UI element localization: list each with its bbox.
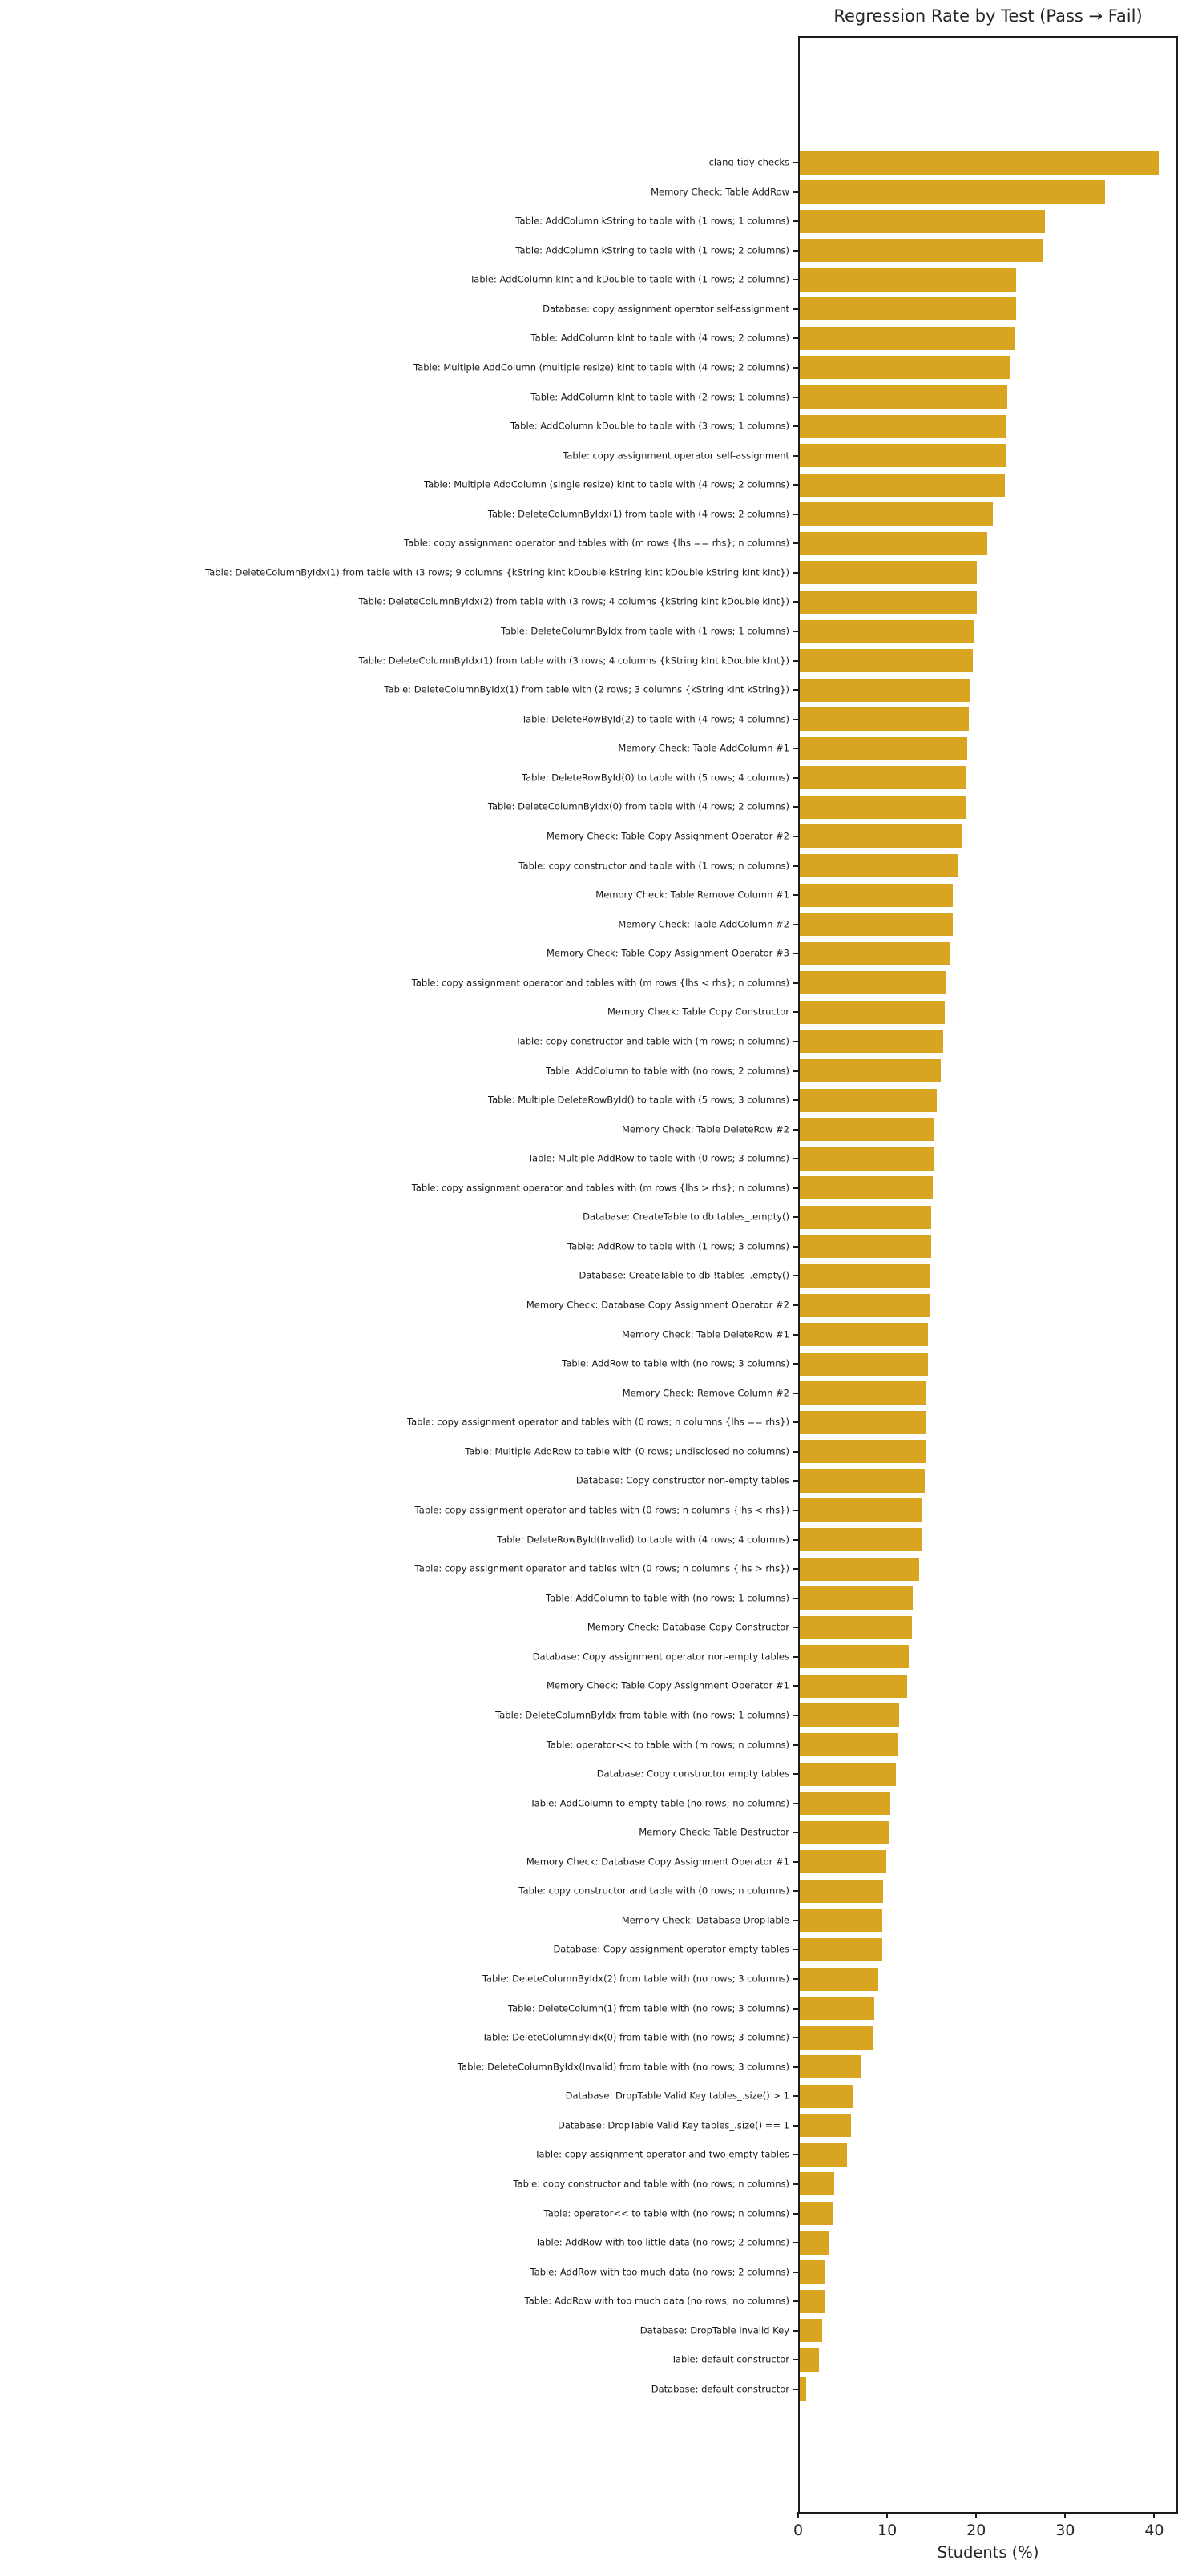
y-tick (793, 1598, 798, 1599)
x-tick (1064, 2512, 1066, 2518)
y-tick-label: Memory Check: Table AddRow (651, 186, 789, 198)
y-tick (793, 1246, 798, 1248)
y-tick (793, 279, 798, 280)
y-tick (793, 572, 798, 574)
plot-area (798, 36, 1178, 2514)
y-tick (793, 514, 798, 515)
bar (800, 1323, 928, 1346)
bar (800, 1118, 934, 1141)
y-tick (793, 2066, 798, 2068)
y-tick (793, 601, 798, 603)
x-tick (975, 2512, 977, 2518)
y-tick-label: Memory Check: Remove Column #2 (622, 1387, 789, 1399)
x-axis-label: Students (%) (937, 2543, 1039, 2562)
y-tick (793, 1744, 798, 1746)
y-tick (793, 250, 798, 252)
bar (800, 1264, 930, 1288)
bar (800, 1938, 882, 1961)
y-tick-label: Table: Multiple AddRow to table with (0 rows; 3 columns) (527, 1152, 789, 1164)
x-tick (886, 2512, 888, 2518)
y-tick (793, 1539, 798, 1541)
y-tick (793, 1949, 798, 1950)
bar (800, 1558, 919, 1581)
bar (800, 2172, 834, 2195)
y-tick (793, 1480, 798, 1482)
bar (800, 2260, 825, 2284)
bar (800, 268, 1016, 292)
y-tick-label: Table: AddRow with too little data (no rows; 2 columns) (535, 2236, 789, 2248)
bar (800, 1792, 890, 1815)
bar (800, 854, 958, 877)
bar (800, 679, 970, 702)
bar (800, 1498, 922, 1522)
bar (800, 180, 1105, 204)
y-tick-label: Table: copy assignment operator and two empty tables (534, 2149, 789, 2161)
y-tick-label: Table: copy assignment operator and tables with (0 rows; n columns {lhs > rhs}) (414, 1562, 789, 1574)
bar (800, 591, 977, 614)
y-tick (793, 1011, 798, 1013)
y-tick (793, 1627, 798, 1628)
y-tick (793, 1890, 798, 1892)
y-tick-label: Table: DeleteRowById(Invalid) to table with (4 rows; 4 columns) (497, 1534, 789, 1546)
y-tick-label: Database: DropTable Valid Key tables_.size() > 1 (565, 2090, 789, 2102)
y-tick (793, 1304, 798, 1306)
y-tick (793, 1187, 798, 1189)
y-tick-label: Table: AddColumn kInt to table with (4 rows; 2 columns) (530, 333, 789, 345)
y-tick-label: Table: DeleteColumnByIdx(Invalid) from table with (no rows; 3 columns) (457, 2061, 789, 2073)
y-tick-label: Memory Check: Table Copy Assignment Operator #3 (547, 947, 789, 959)
chart-title: Regression Rate by Test (Pass → Fail) (833, 6, 1143, 26)
y-tick-label: Memory Check: Table Remove Column #1 (595, 889, 789, 901)
y-tick (793, 2213, 798, 2215)
y-tick-label: Memory Check: Table DeleteRow #2 (621, 1123, 789, 1135)
y-tick (793, 1920, 798, 1921)
x-tick-label: 0 (793, 2522, 804, 2539)
y-tick-label: Memory Check: Table AddColumn #2 (618, 918, 789, 930)
bar (800, 1616, 912, 1639)
y-tick-label: Table: copy constructor and table with (1 rows; n columns) (518, 860, 789, 872)
y-tick-label: Table: AddColumn kString to table with (1 rows; 1 columns) (515, 215, 789, 227)
y-tick (793, 191, 798, 193)
y-tick-label: Table: copy assignment operator and tables with (m rows {lhs > rhs}; n columns) (411, 1182, 789, 1194)
y-tick (793, 397, 798, 398)
y-tick-label: Table: AddRow to table with (no rows; 3 columns) (562, 1357, 789, 1369)
bar (800, 2085, 853, 2108)
y-tick (793, 719, 798, 720)
y-tick (793, 1041, 798, 1042)
y-tick (793, 1158, 798, 1159)
y-tick (793, 2125, 798, 2127)
y-tick-label: Table: DeleteRowById(0) to table with (5 rows; 4 columns) (521, 772, 789, 784)
y-tick (793, 2330, 798, 2332)
y-tick (793, 2300, 798, 2302)
bar (800, 2377, 806, 2401)
y-tick-label: Database: Copy constructor empty tables (596, 1768, 789, 1780)
y-tick (793, 2272, 798, 2273)
bar (800, 1206, 931, 1229)
bar (800, 649, 973, 672)
bar (800, 2202, 833, 2225)
y-tick-label: clang-tidy checks (708, 156, 789, 168)
y-tick (793, 1510, 798, 1511)
y-tick-label: Table: Multiple AddColumn (single resize) kInt to table with (4 rows; 2 columns) (424, 478, 789, 490)
bar (800, 766, 966, 789)
y-tick-label: Table: default constructor (671, 2354, 789, 2366)
bar (800, 2143, 847, 2167)
bar (800, 1997, 874, 2020)
bar (800, 1675, 907, 1698)
y-tick (793, 631, 798, 632)
bar (800, 1059, 941, 1082)
y-tick-label: Database: default constructor (651, 2383, 789, 2395)
bar (800, 2026, 873, 2050)
bar (800, 1235, 931, 1258)
bar (800, 707, 969, 731)
y-tick (793, 953, 798, 954)
bar (800, 502, 993, 526)
y-tick (793, 1773, 798, 1775)
y-tick (793, 484, 798, 486)
bar (800, 1850, 886, 1873)
y-tick-label: Table: operator<< to table with (no rows; n columns) (543, 2207, 789, 2219)
bar (800, 532, 987, 555)
bar (800, 942, 950, 965)
y-tick-label: Table: copy assignment operator and tables with (0 rows; n columns {lhs < rhs}) (414, 1504, 789, 1516)
bar (800, 1528, 922, 1551)
y-tick-label: Table: copy assignment operator self-assignment (563, 449, 789, 462)
y-tick-label: Memory Check: Database Copy Assignment Operator #1 (526, 1856, 789, 1868)
y-tick-label: Table: Multiple DeleteRowById() to table with (5 rows; 3 columns) (487, 1094, 789, 1106)
y-tick (793, 2359, 798, 2360)
y-tick (793, 1334, 798, 1336)
bar (800, 1880, 883, 1903)
y-tick-label: Memory Check: Table DeleteRow #1 (621, 1328, 789, 1340)
bar (800, 1001, 945, 1024)
x-tick (1153, 2512, 1155, 2518)
y-tick-label: Database: copy assignment operator self-assignment (543, 303, 789, 315)
bar (800, 1645, 909, 1668)
y-tick (793, 777, 798, 779)
bar (800, 2055, 861, 2078)
y-tick-label: Table: operator<< to table with (m rows; n columns) (546, 1739, 789, 1751)
y-tick-label: Memory Check: Table Copy Assignment Operator #1 (547, 1680, 789, 1692)
y-tick (793, 542, 798, 544)
y-tick-label: Table: AddColumn to table with (no rows; 1 columns) (546, 1592, 789, 1604)
y-tick (793, 1685, 798, 1687)
bar (800, 1909, 882, 1932)
y-tick-label: Table: AddColumn to empty table (no rows; no columns) (530, 1797, 789, 1809)
bar (800, 1089, 937, 1112)
bar (800, 210, 1045, 233)
y-tick-label: Database: Copy assignment operator empty tables (553, 1944, 789, 1956)
y-tick (793, 865, 798, 867)
bar (800, 1381, 926, 1405)
y-tick (793, 1832, 798, 1833)
y-tick-label: Memory Check: Table AddColumn #1 (618, 742, 789, 754)
bar (800, 884, 953, 907)
y-tick (793, 455, 798, 457)
y-tick-label: Table: Multiple AddColumn (multiple resize) kInt to table with (4 rows; 2 columns) (413, 361, 789, 373)
bar (800, 737, 967, 760)
y-tick (793, 689, 798, 691)
y-tick-label: Database: CreateTable to db !tables_.empty() (579, 1270, 789, 1282)
y-tick-label: Table: AddColumn kInt to table with (2 rows; 1 columns) (530, 391, 789, 403)
y-tick (793, 2242, 798, 2243)
y-tick (793, 162, 798, 163)
y-tick (793, 1070, 798, 1072)
y-tick (793, 924, 798, 925)
y-tick-label: Table: DeleteColumnByIdx(2) from table with (3 rows; 4 columns {kString kInt kDouble kInt}) (358, 596, 789, 608)
y-tick-label: Table: AddColumn kString to table with (1 rows; 2 columns) (515, 244, 789, 256)
bar (800, 1176, 933, 1199)
bar (800, 327, 1015, 350)
y-tick-label: Memory Check: Database Copy Assignment Operator #2 (526, 1299, 789, 1311)
y-tick-label: Table: DeleteColumnByIdx(1) from table with (3 rows; 9 columns {kString kInt kDouble kString kInt kDouble kString kInt kInt}) (205, 566, 789, 578)
y-tick-label: Table: AddRow with too much data (no rows; 2 columns) (530, 2266, 789, 2278)
x-tick-label: 40 (1144, 2522, 1164, 2539)
bar (800, 1440, 926, 1463)
y-tick (793, 806, 798, 808)
y-tick-label: Table: copy constructor and table with (no rows; n columns) (513, 2178, 789, 2190)
x-tick-label: 10 (877, 2522, 898, 2539)
y-tick-label: Database: Copy constructor non-empty tables (575, 1475, 789, 1487)
bar (800, 1968, 878, 1991)
bar (800, 1763, 896, 1786)
bar (800, 356, 1010, 379)
bar (800, 444, 1006, 467)
bar (800, 1469, 925, 1493)
y-tick-label: Table: copy assignment operator and tables with (m rows {lhs == rhs}; n columns) (404, 538, 789, 550)
y-tick (793, 337, 798, 339)
y-tick-label: Table: DeleteColumnByIdx(1) from table with (2 rows; 3 columns {kString kInt kString}) (384, 683, 789, 695)
y-tick (793, 660, 798, 662)
y-tick-label: Table: AddRow to table with (1 rows; 3 columns) (567, 1240, 789, 1252)
y-tick (793, 1363, 798, 1365)
y-tick (793, 2154, 798, 2155)
y-tick (793, 1715, 798, 1716)
y-tick (793, 367, 798, 369)
bar (800, 620, 974, 643)
bar (800, 1703, 899, 1727)
y-tick-label: Table: copy assignment operator and tables with (m rows {lhs < rhs}; n columns) (411, 977, 789, 989)
y-tick (793, 1393, 798, 1394)
y-tick-label: Table: DeleteColumnByIdx(0) from table with (4 rows; 2 columns) (487, 801, 789, 813)
bar (800, 796, 966, 819)
bar (800, 1294, 930, 1317)
y-tick (793, 1129, 798, 1131)
bar (800, 297, 1016, 320)
y-tick (793, 1451, 798, 1453)
y-tick (793, 2095, 798, 2097)
y-tick (793, 1978, 798, 1980)
bar (800, 1147, 934, 1171)
y-tick (793, 1803, 798, 1804)
x-tick-label: 20 (966, 2522, 986, 2539)
y-tick-label: Table: AddColumn kDouble to table with (3 rows; 1 columns) (510, 420, 789, 432)
bar (800, 2290, 825, 2313)
y-tick (793, 982, 798, 984)
y-tick (793, 1656, 798, 1658)
y-tick-label: Memory Check: Database Copy Constructor (587, 1621, 789, 1633)
bar (800, 561, 977, 584)
y-tick (793, 220, 798, 222)
y-tick (793, 1568, 798, 1570)
y-tick-label: Table: DeleteColumnByIdx from table with (no rows; 1 columns) (495, 1709, 789, 1721)
bar (800, 2231, 829, 2255)
bar (800, 971, 946, 994)
bar (800, 913, 953, 936)
bar (800, 1353, 928, 1376)
y-tick-label: Database: DropTable Valid Key tables_.size() == 1 (557, 2119, 789, 2131)
y-tick-label: Memory Check: Table Copy Assignment Operator #2 (547, 830, 789, 842)
y-tick (793, 2389, 798, 2390)
y-tick-label: Table: AddRow with too much data (no rows; no columns) (524, 2295, 789, 2307)
y-tick-label: Table: copy constructor and table with (0 rows; n columns) (518, 1885, 789, 1897)
bar (800, 1411, 926, 1434)
y-tick-label: Memory Check: Table Copy Constructor (607, 1006, 789, 1018)
y-tick-label: Table: DeleteColumnByIdx(0) from table with (no rows; 3 columns) (482, 2031, 789, 2043)
y-tick-label: Table: copy constructor and table with (m rows; n columns) (515, 1035, 789, 1047)
bar (800, 151, 1159, 175)
bar (800, 474, 1005, 497)
y-tick-label: Table: DeleteColumn(1) from table with (no rows; 3 columns) (508, 2002, 789, 2014)
y-tick-label: Table: DeleteColumnByIdx(2) from table with (no rows; 3 columns) (482, 1973, 789, 1985)
bar (800, 1733, 898, 1756)
bar (800, 385, 1007, 409)
bar (800, 2114, 851, 2137)
y-tick (793, 1216, 798, 1218)
y-tick (793, 1861, 798, 1863)
y-tick-label: Database: Copy assignment operator non-empty tables (532, 1651, 789, 1663)
y-tick-label: Table: DeleteColumnByIdx(1) from table with (4 rows; 2 columns) (487, 508, 789, 520)
bar (800, 824, 962, 848)
y-tick-label: Table: AddColumn kInt and kDouble to table with (1 rows; 2 columns) (470, 273, 789, 285)
y-tick-label: Table: DeleteColumnByIdx from table with (1 rows; 1 columns) (501, 625, 789, 637)
bar (800, 239, 1043, 262)
y-tick (793, 894, 798, 896)
y-tick-label: Table: Multiple AddRow to table with (0 rows; undisclosed no columns) (465, 1445, 789, 1457)
bar (800, 2348, 819, 2372)
y-tick-label: Memory Check: Table Destructor (639, 1826, 789, 1838)
y-tick-label: Table: DeleteColumnByIdx(1) from table with (3 rows; 4 columns {kString kInt kDouble kInt}) (358, 655, 789, 667)
y-tick (793, 2008, 798, 2010)
y-tick (793, 748, 798, 749)
bar (800, 1030, 943, 1053)
y-tick-label: Database: CreateTable to db tables_.empty() (583, 1211, 789, 1223)
y-tick (793, 425, 798, 427)
y-tick (793, 836, 798, 837)
y-tick-label: Table: copy assignment operator and tables with (0 rows; n columns {lhs == rhs}) (407, 1416, 789, 1428)
y-tick-label: Table: DeleteRowById(2) to table with (4 rows; 4 columns) (521, 713, 789, 725)
y-tick (793, 308, 798, 310)
x-tick-label: 30 (1055, 2522, 1075, 2539)
bar (800, 1586, 913, 1610)
y-tick (793, 2183, 798, 2185)
y-tick-label: Table: AddColumn to table with (no rows; 2 columns) (546, 1065, 789, 1077)
y-tick (793, 1275, 798, 1276)
bar (800, 2319, 822, 2342)
y-tick-label: Database: DropTable Invalid Key (639, 2324, 789, 2336)
bar (800, 415, 1006, 438)
y-tick-label: Memory Check: Database DropTable (621, 1914, 789, 1926)
x-tick (797, 2512, 799, 2518)
bar (800, 1821, 889, 1844)
y-tick (793, 1421, 798, 1423)
y-tick (793, 2037, 798, 2038)
y-tick (793, 1099, 798, 1101)
